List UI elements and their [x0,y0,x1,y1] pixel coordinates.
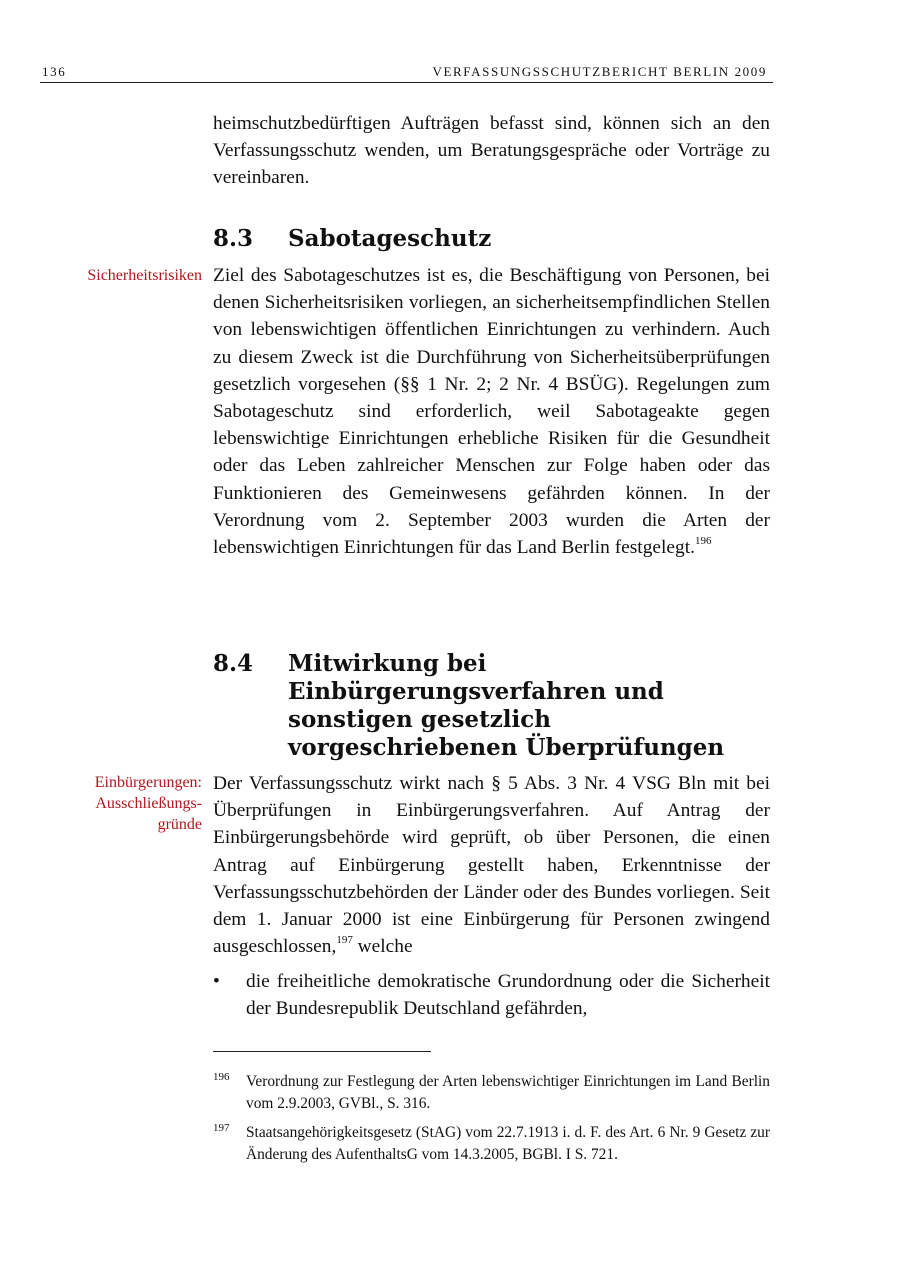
continuation-paragraph [213,110,770,192]
section-number: 8.3 [213,225,254,252]
footnote-text: Verordnung zur Festlegung der Arten lebenswichtiger Einrichtungen im Land Berlin vom 2.9.2003, GVBl., S. 316. [246,1073,770,1112]
section-8-3-paragraph [213,262,770,561]
footnote-text: Staatsangehörigkeitsgesetz (StAG) vom 22.7.1913 i. d. F. des Art. 6 Nr. 9 Gesetz zur Änderung des AufenthaltsG vom 14.3.2005, BGBl. I S. 721. [246,1124,770,1163]
bullet-text: die freiheitliche demokratische Grundordnung oder die Sicherheit der Bundesrepublik Deutschland gefährden, [246,971,770,1020]
paragraph-text: Ziel des Sabotageschutzes ist es, die Beschäftigung von Personen, bei denen Sicherheitsrisiken vorliegen, an sicherheitsempfindlichen Stellen von lebenswichtigen öffentlichen Einrichtungen zu verhindern. Auch zu diesem Zweck ist die Durchführung von Sicherheitsüberprüfungen gesetzlich vorgesehen (§§ 1 Nr. 2; 2 Nr. 4 BSÜG). Regelungen zum Sabotageschutz sind erforderlich, weil Sabotageakte gegen lebenswichtige Einrichtungen erhebliche Risiken für die Gesundheit oder das Leben zahlreicher Menschen zur Folge haben oder das Funktionieren des Gemeinwesens gefährden können. In der Verordnung vom 2. September 2003 wurden die Arten der lebenswichtigen Einrichtungen für das Land Berlin festgelegt. [213,265,770,559]
paragraph-text: Der Verfassungsschutz wirkt nach § 5 Abs. 3 Nr. 4 VSG Bln mit bei Überprüfungen in Einbürgerungsverfahren. Auf Antrag der Einbürgerungsbehörde wird geprüft, ob über Personen, die einen Antrag auf Einbürgerung gestellt haben, Erkenntnisse der Verfassungsschutzbehörden der Länder oder des Bundes vorliegen. Seit dem 1. Januar 2000 ist eine Einbürgerung für Personen zwingend ausgeschlossen, [213,773,770,958]
continuation-text: heimschutzbedürftigen Aufträgen befasst sind, können sich an den Verfassungsschutz wenden, um Beratungsgespräche oder Vorträge zu vereinbaren. [213,113,770,189]
footnote-number: 196 [213,1071,230,1083]
margin-note-line: Einbürgerungen: [94,774,202,791]
section-title: Sabotageschutz [288,225,492,252]
running-title: VERFASSUNGSSCHUTZBERICHT BERLIN 2009 [432,64,767,79]
bullet-item [213,968,770,1022]
footnote-197 [213,1122,770,1165]
footnote-196 [213,1071,770,1114]
section-title: Mitwirkung bei Einbürgerungsverfahren und sonstigen gesetzlich vorgeschriebenen Überprüfungen [288,650,725,761]
footnote-ref-196[interactable]: 196 [694,535,712,548]
section-8-4-paragraph [213,770,770,960]
running-header [40,60,773,83]
margin-note-line: Ausschließungs- [95,795,202,812]
margin-note-sicherheitsrisiken: Sicherheitsrisiken [87,267,202,284]
paragraph-text-end: welche [352,936,413,958]
bullet-icon: • [213,971,220,992]
section-number: 8.4 [213,650,254,677]
footnote-separator [213,1051,431,1052]
margin-note-einbuergerungen [95,772,202,835]
margin-note-line: gründe [157,816,202,833]
page-number: 136 [42,64,67,79]
footnote-ref-197[interactable]: 197 [336,934,353,947]
footnote-number: 197 [213,1122,230,1134]
